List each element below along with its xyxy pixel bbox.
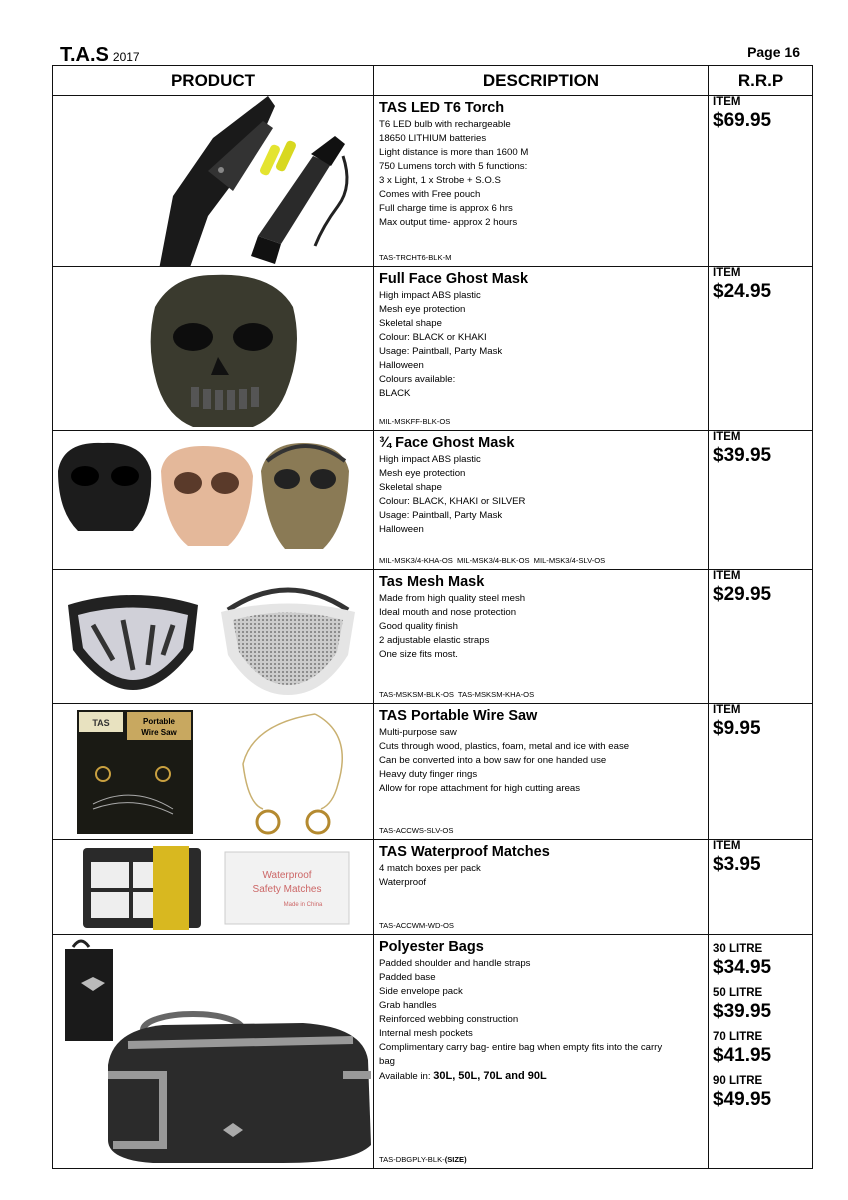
column-rrp: R.R.P <box>709 66 813 96</box>
price-label: 90 LITRE <box>713 1075 763 1087</box>
product-code: TAS-TRCHT6-BLK-M <box>379 253 452 262</box>
desc-line: High impact ABS plastic <box>379 454 481 465</box>
desc-line: One size fits most. <box>379 649 458 660</box>
table-row <box>53 704 813 840</box>
box-line3: Made in China <box>283 902 323 908</box>
desc-line: Max output time- approx 2 hours <box>379 217 518 228</box>
torch-image <box>53 96 374 267</box>
desc-line: Halloween <box>379 360 424 371</box>
desc-line: Multi-purpose saw <box>379 727 457 738</box>
product-title: TAS Waterproof Matches <box>379 844 550 860</box>
price-value: $41.95 <box>713 1045 772 1066</box>
package-brand: TAS <box>92 718 110 728</box>
desc-line: Can be converted into a bow saw for one handed use <box>379 755 607 766</box>
full-mask-image <box>53 267 374 431</box>
desc-line: Ideal mouth and nose protection <box>379 607 517 618</box>
desc-line: Padded base <box>379 972 436 983</box>
desc-line: 750 Lumens torch with 5 functions: <box>379 161 528 172</box>
box-line2: Safety Matches <box>252 884 322 895</box>
desc-line: Grab handles <box>379 1000 437 1011</box>
price-label: ITEM <box>713 96 741 108</box>
product-title: Polyester Bags <box>379 939 484 955</box>
three-quarter-mask-image <box>53 431 374 570</box>
product-code: TAS-DBGPLY-BLK-(SIZE) <box>379 1155 467 1164</box>
product-image-full-mask <box>53 267 374 431</box>
price-value: $29.95 <box>713 584 772 605</box>
desc-line: T6 LED bulb with rechargeable <box>379 119 511 130</box>
price-cell <box>709 840 813 935</box>
product-code: MIL-MSK3/4-KHA-OS MIL-MSK3/4-BLK-OS MIL-MSK3/4-SLV-OS <box>379 556 606 565</box>
product-code: TAS-MSKSM-BLK-OS TAS-MSKSM-KHA-OS <box>379 690 535 699</box>
product-image-matches <box>53 840 374 935</box>
product-code: TAS-ACCWM-WD-OS <box>379 921 454 930</box>
product-title: Full Face Ghost Mask <box>379 271 529 287</box>
price-value: $24.95 <box>713 281 772 302</box>
desc-line: Internal mesh pockets <box>379 1028 473 1039</box>
package-line2: Wire Saw <box>141 728 177 737</box>
price-cell <box>709 935 813 1169</box>
price-cell <box>709 704 813 840</box>
price-label: ITEM <box>713 704 741 716</box>
price-value: $39.95 <box>713 445 772 466</box>
product-image-torch <box>53 96 374 267</box>
desc-line: High impact ABS plastic <box>379 290 481 301</box>
price-value: $69.95 <box>713 110 772 131</box>
table-row <box>53 96 813 267</box>
price-label: 30 LITRE <box>713 943 763 955</box>
desc-line: Full charge time is approx 6 hrs <box>379 203 513 214</box>
table-row <box>53 570 813 704</box>
column-description: DESCRIPTION <box>374 66 709 96</box>
product-description <box>374 840 709 935</box>
desc-line: Good quality finish <box>379 621 458 632</box>
price-value: $49.95 <box>713 1089 772 1110</box>
desc-line: Mesh eye protection <box>379 468 466 479</box>
table-row <box>53 267 813 431</box>
package-line1: Portable <box>142 717 176 726</box>
price-label: 50 LITRE <box>713 987 763 999</box>
desc-line: Heavy duty finger rings <box>379 769 478 780</box>
desc-line: Skeletal shape <box>379 318 442 329</box>
desc-line: Usage: Paintball, Party Mask <box>379 346 503 357</box>
desc-line: Allow for rope attachment for high cutting areas <box>379 783 581 794</box>
desc-line: 2 adjustable elastic straps <box>379 635 490 646</box>
product-description <box>374 935 709 1169</box>
product-image-three-quarter-mask <box>53 431 374 570</box>
catalogue-year: 2017 <box>112 50 140 64</box>
product-description <box>374 96 709 267</box>
product-table <box>52 65 813 1169</box>
product-code: MIL-MSKFF-BLK-OS <box>379 417 451 426</box>
product-image-wire-saw <box>53 704 374 840</box>
column-product: PRODUCT <box>53 66 374 96</box>
desc-line: Colour: BLACK or KHAKI <box>379 332 487 343</box>
desc-line: Waterproof <box>379 877 427 888</box>
price-cell <box>709 431 813 570</box>
desc-line: bag <box>379 1056 396 1067</box>
matches-image <box>53 840 374 935</box>
desc-line: Skeletal shape <box>379 482 442 493</box>
desc-line: Side envelope pack <box>379 986 463 997</box>
desc-line: Complimentary carry bag- entire bag when empty fits into the carry <box>379 1042 663 1053</box>
desc-line: Usage: Paintball, Party Mask <box>379 510 503 521</box>
price-label: ITEM <box>713 840 741 852</box>
desc-line: 18650 LITHIUM batteries <box>379 133 487 144</box>
table-row <box>53 840 813 935</box>
available-sizes: Available in: 30L, 50L, 70L and 90L <box>379 1070 547 1082</box>
desc-line: Mesh eye protection <box>379 304 466 315</box>
product-title: Tas Mesh Mask <box>379 574 485 590</box>
product-description <box>374 431 709 570</box>
desc-line: Colour: BLACK, KHAKI or SILVER <box>379 496 526 507</box>
brand-title: T.A.S 2017 <box>60 44 140 66</box>
price-cell <box>709 96 813 267</box>
price-cell <box>709 267 813 431</box>
product-title: TAS LED T6 Torch <box>379 100 505 116</box>
price-value: $3.95 <box>713 854 761 875</box>
desc-line: Colours available: <box>379 374 456 385</box>
table-row <box>53 935 813 1169</box>
bags-image <box>53 935 374 1169</box>
desc-line: Comes with Free pouch <box>379 189 481 200</box>
price-label: ITEM <box>713 267 741 279</box>
price-value: $34.95 <box>713 957 772 978</box>
desc-line: Reinforced webbing construction <box>379 1014 519 1025</box>
product-title: TAS Portable Wire Saw <box>379 708 538 724</box>
page-number: Page 16 <box>747 44 800 60</box>
price-cell <box>709 570 813 704</box>
desc-line: Halloween <box>379 524 424 535</box>
desc-line: Made from high quality steel mesh <box>379 593 526 604</box>
product-description <box>374 267 709 431</box>
price-value: $9.95 <box>713 718 761 739</box>
wire-saw-image <box>53 704 374 840</box>
desc-line: Light distance is more than 1600 M <box>379 147 529 158</box>
product-image-bags <box>53 935 374 1169</box>
box-line1: Waterproof <box>262 870 312 881</box>
price-label: ITEM <box>713 570 741 582</box>
desc-line: Cuts through wood, plastics, foam, metal and ice with ease <box>379 741 630 752</box>
product-description <box>374 704 709 840</box>
price-value: $39.95 <box>713 1001 772 1022</box>
desc-line: 4 match boxes per pack <box>379 863 481 874</box>
price-label: ITEM <box>713 431 741 443</box>
mesh-mask-image <box>53 570 374 704</box>
desc-line: 3 x Light, 1 x Strobe + S.O.S <box>379 175 501 186</box>
product-description <box>374 570 709 704</box>
desc-line: Padded shoulder and handle straps <box>379 958 531 969</box>
product-code: TAS-ACCWS-SLV-OS <box>379 826 454 835</box>
product-title: ¾ Face Ghost Mask <box>379 435 515 451</box>
desc-line: BLACK <box>379 388 411 399</box>
price-label: 70 LITRE <box>713 1031 763 1043</box>
product-image-mesh-mask <box>53 570 374 704</box>
table-header-row <box>53 66 813 96</box>
table-row <box>53 431 813 570</box>
